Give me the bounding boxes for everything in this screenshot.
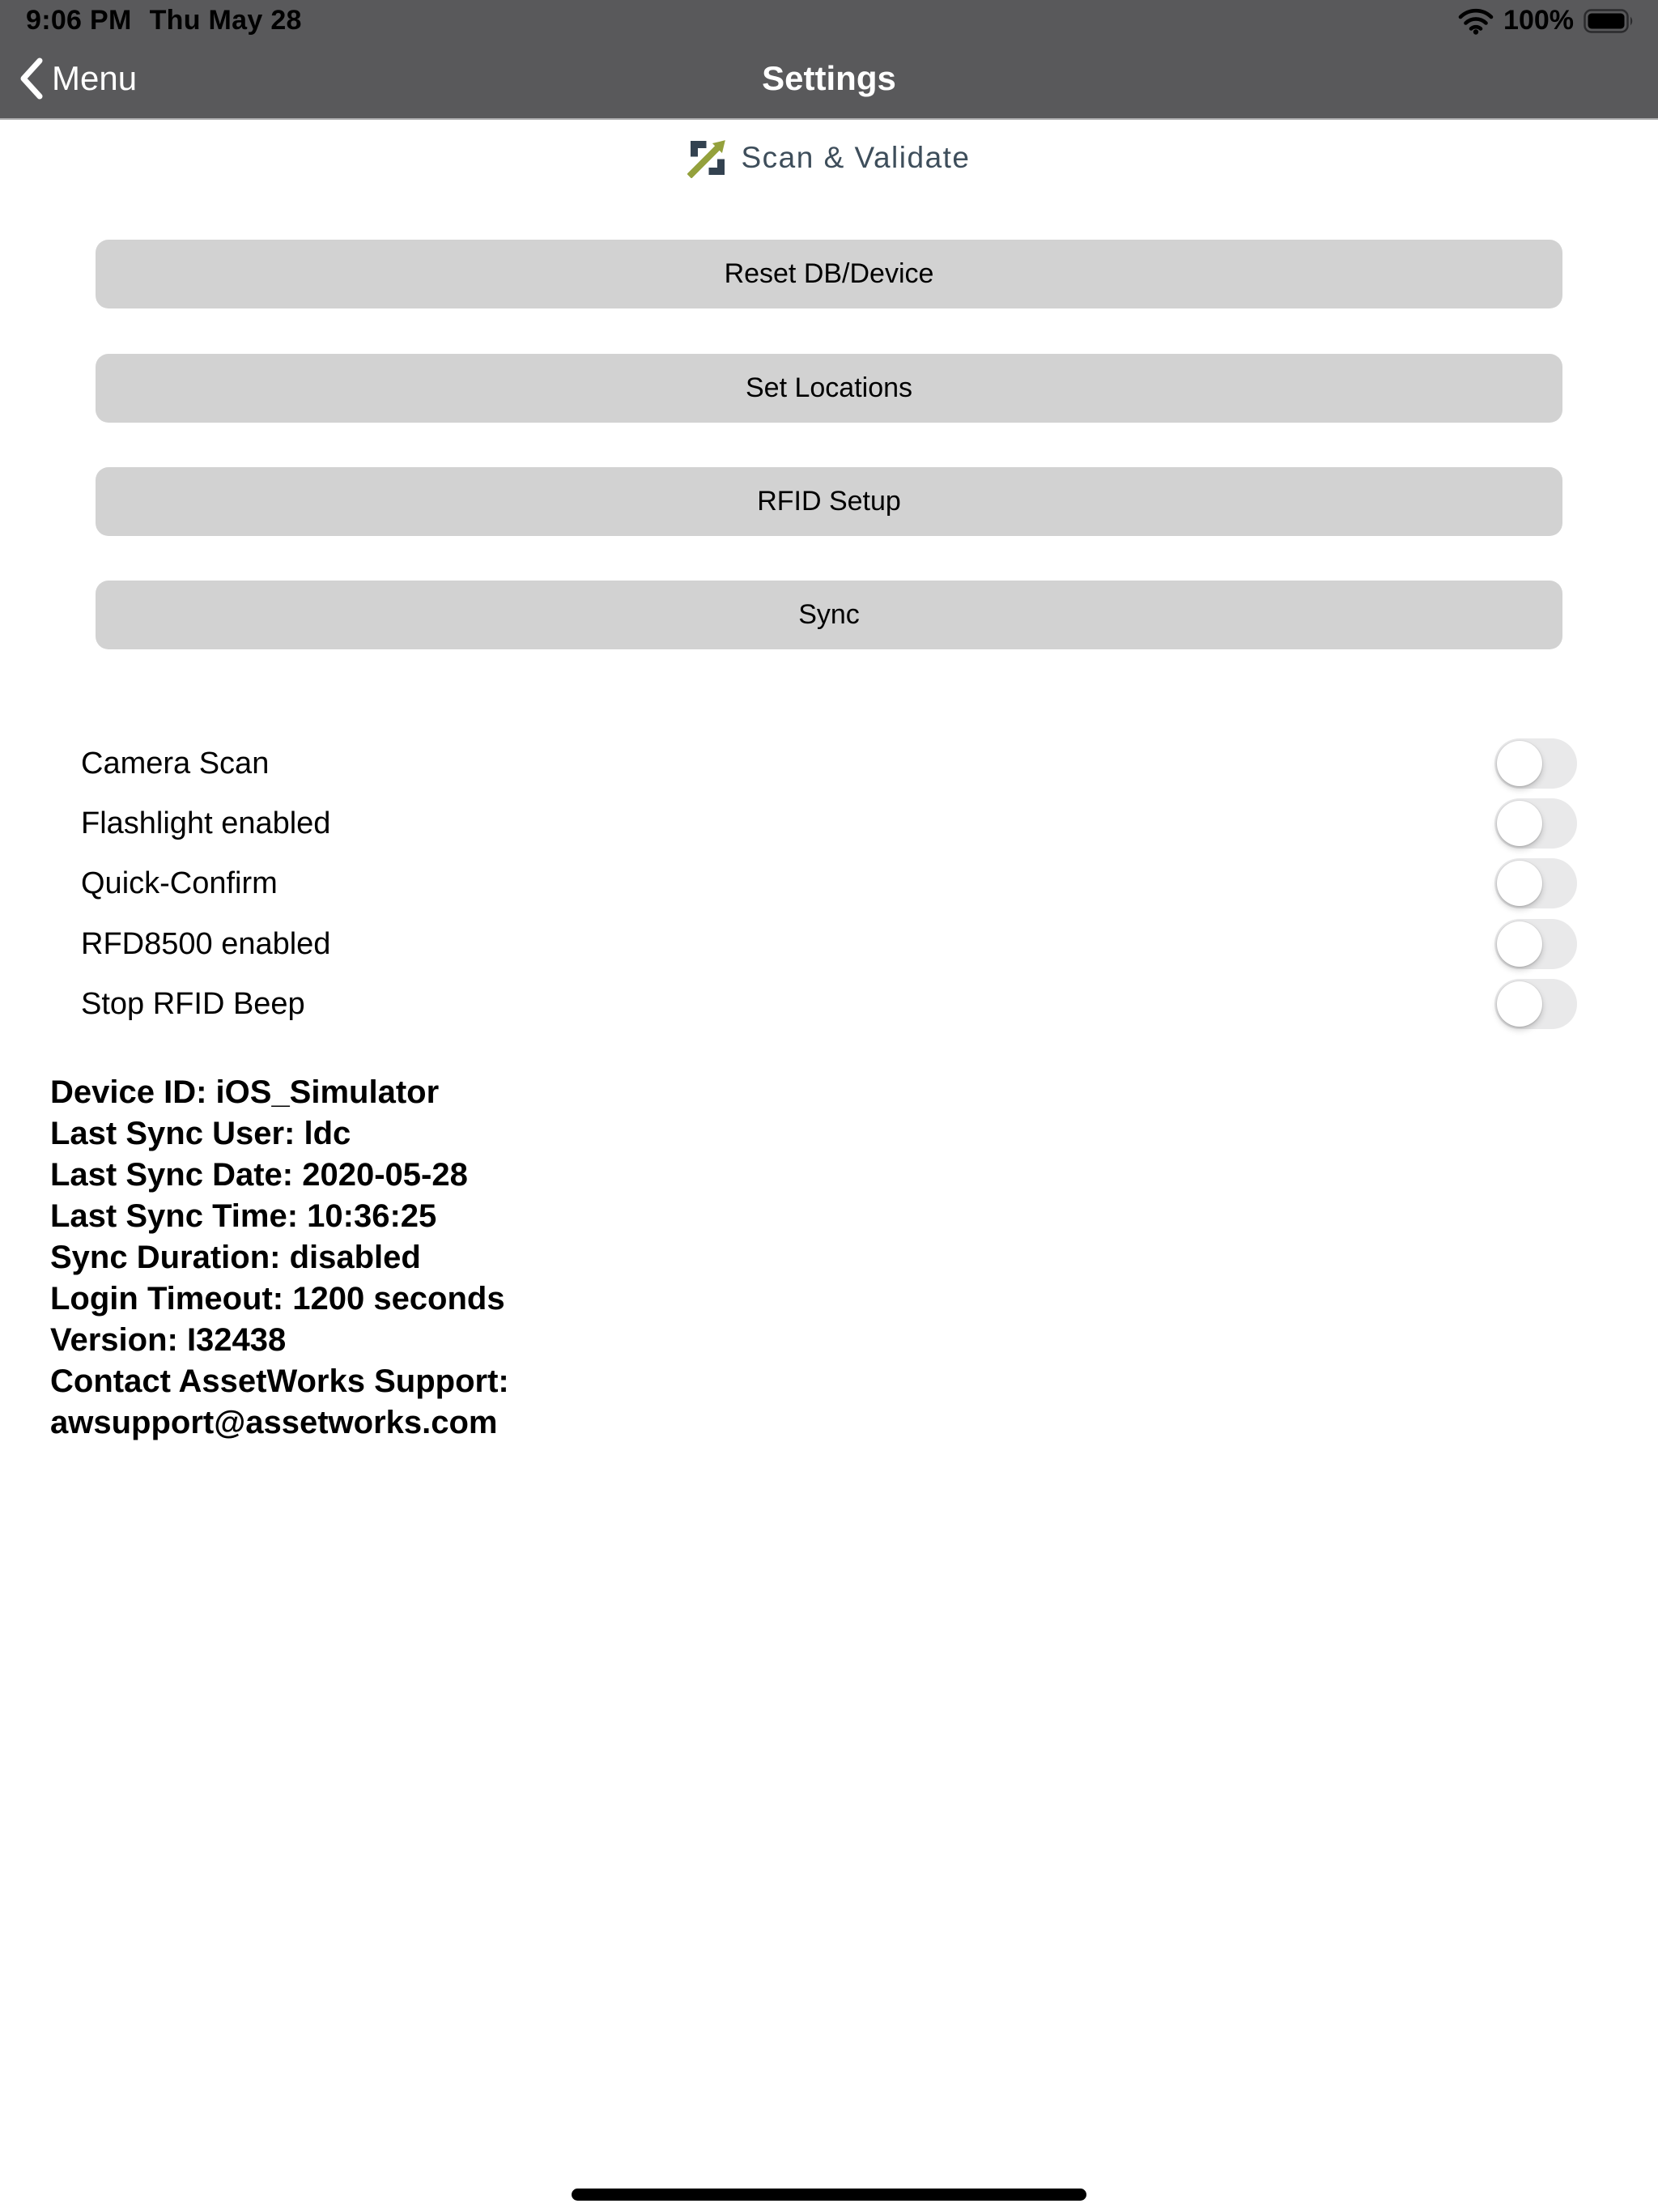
device-info-block <box>50 1072 509 1444</box>
device-info-line-last-sync-date: Last Sync Date: 2020-05-28 <box>50 1157 468 1193</box>
toggle-label-flashlight: Flashlight enabled <box>81 806 331 840</box>
app-logo <box>0 138 1658 178</box>
scan-validate-logo-icon <box>687 138 728 178</box>
toggle-knob <box>1497 981 1542 1027</box>
camera-scan-toggle[interactable] <box>1494 738 1577 789</box>
device-info-line-support-email: awsupport@assetworks.com <box>50 1405 498 1440</box>
toggle-knob <box>1497 741 1542 786</box>
flashlight-toggle[interactable] <box>1494 798 1577 849</box>
toggle-label-stop-rfid-beep: Stop RFID Beep <box>81 986 305 1021</box>
setting-row-rfd8500 <box>81 919 1577 969</box>
device-info-line-version: Version: I32438 <box>50 1322 287 1358</box>
toggle-label-camera-scan: Camera Scan <box>81 746 270 781</box>
set-locations-button[interactable]: Set Locations <box>96 354 1562 423</box>
device-info-line-login-timeout: Login Timeout: 1200 seconds <box>50 1281 505 1317</box>
sync-button[interactable]: Sync <box>96 581 1562 649</box>
quick-confirm-toggle[interactable] <box>1494 858 1577 908</box>
setting-row-camera-scan <box>81 738 1577 789</box>
wifi-icon <box>1458 7 1494 35</box>
setting-row-stop-rfid-beep <box>81 979 1577 1029</box>
battery-icon <box>1584 8 1635 34</box>
setting-row-flashlight <box>81 798 1577 849</box>
rfd8500-toggle[interactable] <box>1494 919 1577 969</box>
logo-text: Scan & Validate <box>741 141 971 174</box>
device-info-line-last-sync-time: Last Sync Time: 10:36:25 <box>50 1198 437 1234</box>
reset-db-device-button[interactable]: Reset DB/Device <box>96 240 1562 308</box>
toggle-knob <box>1497 861 1542 906</box>
toggle-knob <box>1497 801 1542 846</box>
back-button-label: Menu <box>52 59 138 97</box>
status-date: Thu May 28 <box>149 5 302 36</box>
device-info-line-contact-support: Contact AssetWorks Support: <box>50 1363 509 1399</box>
toggle-label-rfd8500: RFD8500 enabled <box>81 926 331 961</box>
battery-percent: 100% <box>1503 5 1574 36</box>
back-chevron-icon <box>18 57 44 100</box>
rfid-setup-button[interactable]: RFID Setup <box>96 467 1562 536</box>
back-button[interactable] <box>18 39 137 118</box>
status-time: 9:06 PM <box>26 5 132 36</box>
home-indicator[interactable] <box>572 2189 1086 2201</box>
toggle-knob <box>1497 921 1542 967</box>
device-info-line-sync-duration: Sync Duration: disabled <box>50 1240 421 1275</box>
status-bar-right <box>1458 5 1635 36</box>
setting-row-quick-confirm <box>81 858 1577 908</box>
device-info-line-last-sync-user: Last Sync User: ldc <box>50 1116 351 1151</box>
nav-bar <box>0 39 1658 118</box>
top-bar <box>0 0 1658 120</box>
status-bar-left <box>26 5 302 36</box>
toggle-label-quick-confirm: Quick-Confirm <box>81 866 278 900</box>
stop-rfid-beep-toggle[interactable] <box>1494 979 1577 1029</box>
page-title: Settings <box>762 59 896 97</box>
device-info-line-device-id: Device ID: iOS_Simulator <box>50 1074 440 1110</box>
